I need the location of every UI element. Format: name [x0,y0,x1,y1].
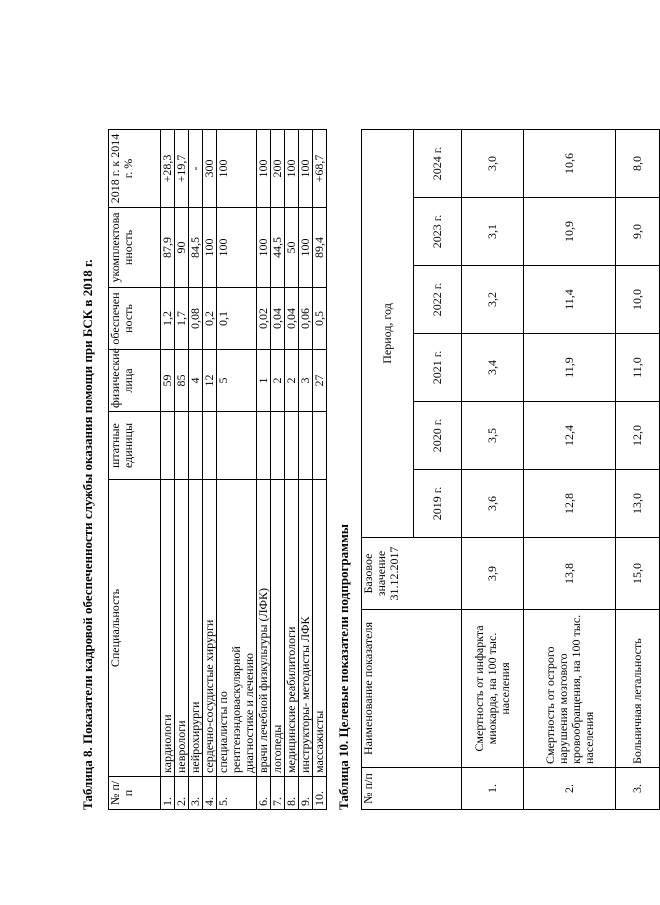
row-num: 3. [616,768,660,810]
row-specialty: логопеды [271,480,285,777]
row-provision: 0,04 [285,288,299,350]
header-year: 2019 г. [414,470,462,538]
table-row [524,129,616,809]
row-staffing: 100 [203,208,217,288]
table-row [161,130,175,810]
header-physical-persons: физические лица [109,350,161,412]
row-num: 5. [217,777,257,810]
table10-header-row [362,129,414,809]
row-value: 12,0 [616,402,660,470]
row-change: 100 [285,130,299,208]
row-value: 10,0 [616,266,660,334]
table-row [462,129,524,809]
row-specialty-text: специалисты по рентгенэндоваскулярной диагностике и лечению [216,646,256,773]
row-value: 8,0 [616,129,660,197]
row-value: 3,2 [462,266,524,334]
table-row [217,130,257,810]
row-num: 6. [257,777,271,810]
table-row [203,130,217,810]
header-year: 2023 г. [414,198,462,266]
row-staff-units [189,412,203,480]
row-specialty: массажисты [313,480,327,777]
row-provision: 1,7 [175,288,189,350]
table-row [257,130,271,810]
header-year: 2021 г. [414,334,462,402]
row-change: 100 [299,130,313,208]
row-physical-persons: 3 [299,350,313,412]
row-staffing: 89,4 [313,208,327,288]
header-num: № п/п [109,777,161,810]
header-year: 2022 г. [414,266,462,334]
row-staffing: 100 [257,208,271,288]
row-value: 3,0 [462,129,524,197]
row-staffing: 90 [175,208,189,288]
header-year: 2020 г. [414,402,462,470]
row-provision: 0,06 [299,288,313,350]
row-num: 1. [462,768,524,810]
row-physical-persons: 4 [189,350,203,412]
header-staffing: укомплектова нность [109,208,161,288]
row-base-value: 13,8 [524,538,616,610]
row-num: 9. [299,777,313,810]
row-change: 100 [257,130,271,208]
row-value: 3,4 [462,334,524,402]
row-physical-persons: 2 [285,350,299,412]
row-num: 4. [203,777,217,810]
row-physical-persons: 27 [313,350,327,412]
row-value: 3,1 [462,198,524,266]
table10 [361,129,660,810]
row-provision: 1,2 [161,288,175,350]
row-specialty: сердечно-сосудистые хирурги [203,480,217,777]
row-provision: 0,2 [203,288,217,350]
row-value: 3,5 [462,402,524,470]
table-row [313,130,327,810]
header-staff-units: штатные единицы [109,412,161,480]
row-value: 10,9 [524,198,616,266]
table-row [189,130,203,810]
row-provision: 0,08 [189,288,203,350]
table-row [175,130,189,810]
table8 [108,129,327,810]
row-value: 11,9 [524,334,616,402]
row-staffing: 87,9 [161,208,175,288]
row-change: 100 [217,130,257,208]
row-staff-units [175,412,189,480]
row-staffing: 84,5 [189,208,203,288]
row-num: 10. [313,777,327,810]
table-row [299,130,313,810]
row-staff-units [257,412,271,480]
row-value: 13,0 [616,470,660,538]
row-value: 11,4 [524,266,616,334]
row-base-value: 15,0 [616,538,660,610]
row-change: 200 [271,130,285,208]
row-change: +19,7 [175,130,189,208]
row-provision: 0,04 [271,288,285,350]
row-physical-persons: 85 [175,350,189,412]
row-num: 8. [285,777,299,810]
header-year: 2024 г. [414,129,462,197]
row-specialty [217,480,257,777]
row-physical-persons: 5 [217,350,257,412]
row-provision: 0,1 [217,288,257,350]
row-staffing: 100 [217,208,257,288]
row-physical-persons: 59 [161,350,175,412]
row-value: 11,0 [616,334,660,402]
row-provision: 0,5 [313,288,327,350]
row-base-value: 3,9 [462,538,524,610]
row-staffing: 50 [285,208,299,288]
row-staff-units [217,412,257,480]
row-physical-persons: 1 [257,350,271,412]
row-change: 300 [203,130,217,208]
row-value: 10,6 [524,129,616,197]
row-change: - [189,130,203,208]
row-staff-units [203,412,217,480]
row-staff-units [285,412,299,480]
table-row [616,129,660,809]
table-row [285,130,299,810]
row-indicator-name: Смертность от инфаркта миокарда, на 100 тыс. населения [462,610,524,768]
row-num: 1. [161,777,175,810]
row-staff-units [271,412,285,480]
row-specialty: кардиологи [161,480,175,777]
row-specialty: неврологи [175,480,189,777]
row-change: +68,7 [313,130,327,208]
row-provision: 0,02 [257,288,271,350]
row-num: 7. [271,777,285,810]
row-specialty: нейрохирурги [189,480,203,777]
row-change: +28,3 [161,130,175,208]
header-base-value: Базовое значение 31.12.2017 [362,538,462,610]
table10-caption: Таблица 10. Целевые показатели подпрограммы [336,524,351,810]
row-staffing: 44,5 [271,208,285,288]
header-period: Период, год [362,129,414,537]
row-indicator-name: Смертность от острого нарушения мозгового кровообращения, на 100 тыс. населения [524,610,616,768]
row-indicator-name: Больничная летальность [616,610,660,768]
row-staffing: 100 [299,208,313,288]
table8-caption: Таблица 8. Показатели кадровой обеспеченности службы оказания помощи при БСК в 2018 г. [80,259,95,810]
row-value: 3,6 [462,470,524,538]
header-indicator-name: Наименование показателя [362,610,462,768]
row-value: 9,0 [616,198,660,266]
row-num: 2. [524,768,616,810]
row-staff-units [161,412,175,480]
row-specialty: медицинские реабилитологи [285,480,299,777]
row-num: 3. [189,777,203,810]
row-physical-persons: 12 [203,350,217,412]
header-provision: обеспечен ность [109,288,161,350]
header-change: 2018 г. к 2014 г. % [109,130,161,208]
row-value: 12,8 [524,470,616,538]
table8-header-row [109,130,161,810]
row-specialty: инструкторы- методисты ЛФК [299,480,313,777]
header-specialty: Специальность [109,480,161,777]
row-staff-units [313,412,327,480]
row-staff-units [299,412,313,480]
row-specialty: врачи лечебной физкультуры (ЛФК) [257,480,271,777]
row-num: 2. [175,777,189,810]
row-physical-persons: 2 [271,350,285,412]
row-value: 12,4 [524,402,616,470]
table-row [271,130,285,810]
header-num: № п/п [362,768,462,810]
